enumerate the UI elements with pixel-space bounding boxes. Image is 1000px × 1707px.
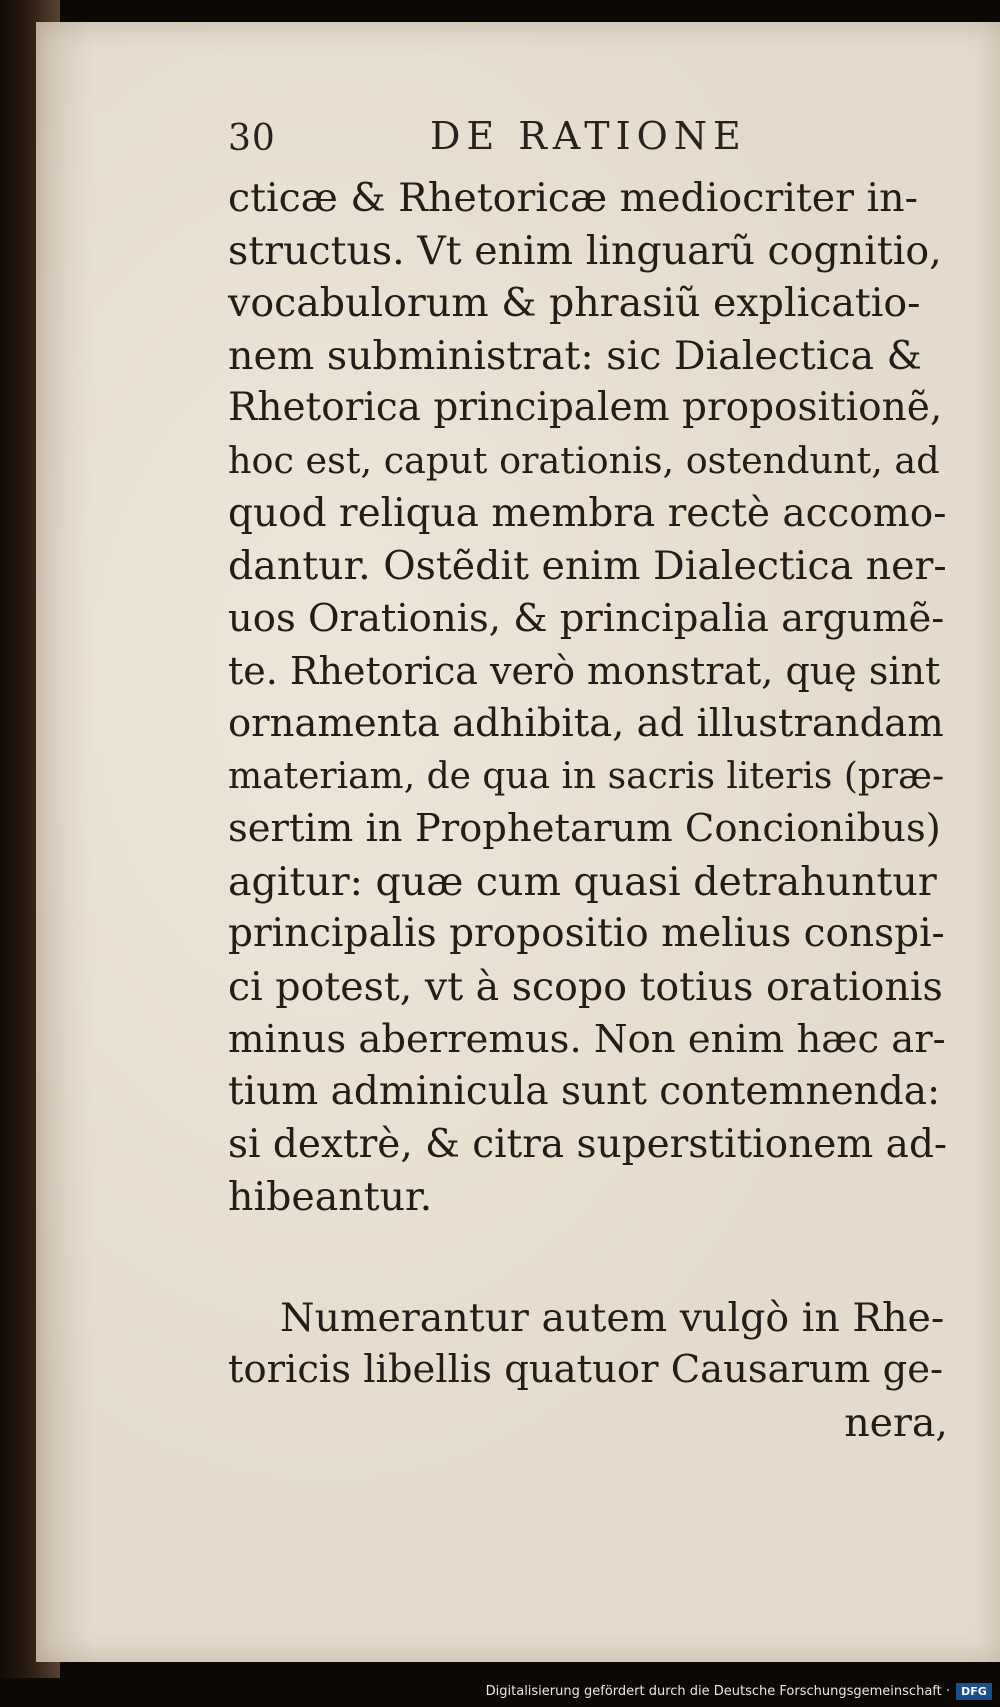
text-line: tium adminicula sunt contemnenda:: [228, 1069, 941, 1115]
page-header: [190, 108, 960, 168]
text-line: dantur. Ostẽdit enim Dialectica ner-: [228, 543, 947, 590]
text-line: sertim in Prophetarum Concionibus): [228, 806, 941, 852]
text-line: Rhetorica principalem propositionẽ,: [228, 385, 943, 431]
text-line: toricis libellis quatuor Causarum ge-: [228, 1347, 944, 1393]
paragraph-gap: [228, 1224, 948, 1292]
text-line: cticæ & Rhetoricæ mediocriter in-: [228, 175, 918, 221]
text-line: si dextrè, & citra superstitionem ad-: [228, 1121, 948, 1167]
text-line: hoc est, caput orationis, ostendunt, ad: [228, 438, 940, 482]
dfg-logo: DFG: [956, 1683, 992, 1700]
text-line: ornamenta adhibita, ad illustrandam: [228, 700, 944, 746]
catchword: nera,: [844, 1400, 948, 1447]
text-line: quod reliqua membra rectè accomo-: [228, 490, 947, 536]
text-line: principalis propositio melius conspi-: [228, 911, 945, 957]
text-line: hibeantur.: [228, 1174, 433, 1221]
text-line: te. Rhetorica verò monstrat, quę sint: [228, 649, 941, 694]
running-head: DE RATIONE: [430, 114, 747, 158]
digitization-footer: [0, 1678, 1000, 1707]
page-number: 30: [228, 118, 276, 159]
text-line: nem subministrat: sic Dialectica &: [228, 332, 922, 379]
text-line: structus. Vt enim linguarũ cognitio,: [228, 227, 942, 274]
main-text: [228, 172, 948, 1450]
text-line: materiam, de qua in sacris literis (præ-: [228, 755, 945, 797]
text-line: ci potest, vt à scopo totius orationis: [228, 963, 943, 1010]
text-line: uos Orationis, & principalia argumẽ-: [228, 595, 945, 641]
text-line: Numerantur autem vulgò in Rhe-: [280, 1294, 945, 1341]
text-line: vocabulorum & phrasiũ explicatio-: [228, 280, 921, 327]
text-line: minus aberremus. Non enim hæc ar-: [228, 1016, 946, 1062]
funding-credit: Digitalisierung gefördert durch die Deutsche Forschungsgemeinschaft ·: [485, 1684, 950, 1699]
text-line: agitur: quæ cum quasi detrahuntur: [228, 858, 937, 905]
